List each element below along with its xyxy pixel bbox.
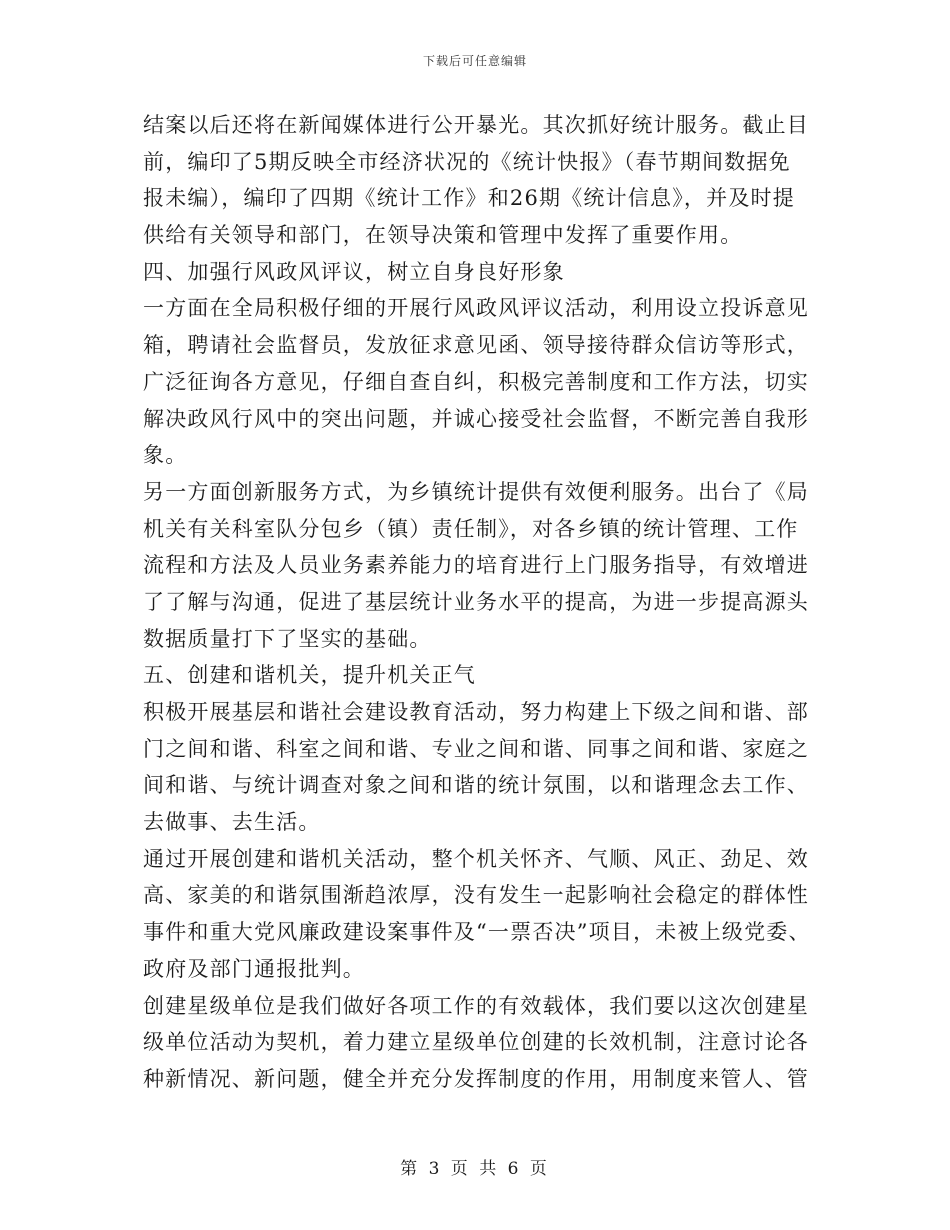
text-line: 机关有关科室队分包乡（镇）责任制》，对各乡镇的统计管理、工作 <box>143 516 799 541</box>
text-line: 报未编），编印了四期《统计工作》和26期《统计信息》，并及时提 <box>143 186 795 211</box>
text-line: 了了解与沟通，促进了基层统计业务水平的提高，为进一步提高源头 <box>143 589 809 614</box>
text-line: 一方面在全局积极仔细的开展行风政风评议活动，利用设立投诉意见 <box>143 296 809 321</box>
page-footer: 第 3 页 共 6 页 <box>400 1159 550 1179</box>
text-line: 种新情况、新问题，健全并充分发挥制度的作用，用制度来管人、管 <box>143 1066 809 1091</box>
text-line: 政府及部门通报批判。 <box>143 956 365 981</box>
text-line: 解决政风行风中的突出问题，并诚心接受社会监督，不断完善自我形 <box>143 406 809 431</box>
section-heading: 五、创建和谐机关，提升机关正气 <box>143 663 476 688</box>
text-line: 数据质量打下了坚实的基础。 <box>143 626 432 651</box>
text-line: 结案以后还将在新闻媒体进行公开暴光。其次抓好统计服务。截止目 <box>143 113 809 137</box>
text-line: 另一方面创新服务方式，为乡镇统计提供有效便利服务。出台了《局 <box>143 479 809 504</box>
text-line: 供给有关领导和部门，在领导决策和管理中发挥了重要作用。 <box>143 223 743 248</box>
text-line: 箱，聘请社会监督员，发放征求意见函、领导接待群众信访等形式， <box>143 333 809 358</box>
text-line: 广泛征询各方意见，仔细自查自纠，积极完善制度和工作方法，切实 <box>143 369 809 394</box>
section-heading: 四、加强行风政风评议，树立自身良好形象 <box>143 259 565 284</box>
body-text <box>143 107 811 1098</box>
text-line: 间和谐、与统计调查对象之间和谐的统计氛围，以和谐理念去工作、 <box>143 773 809 798</box>
text-line: 积极开展基层和谐社会建设教育活动，努力构建上下级之间和谐、部 <box>143 700 809 724</box>
text-line: 门之间和谐、科室之间和谐、专业之间和谐、同事之间和谐、家庭之 <box>143 736 809 761</box>
text-line: 象。 <box>143 443 188 468</box>
text-line: 级单位活动为契机，着力建立星级单位创建的长效机制，注意讨论各 <box>143 1030 809 1055</box>
text-line: 去做事、去生活。 <box>143 810 321 835</box>
text-line: 创建星级单位是我们做好各项工作的有效载体，我们要以这次创建星 <box>143 993 809 1018</box>
text-line: 通过开展创建和谐机关活动，整个机关怀齐、气顺、风正、劲足、效 <box>143 846 809 871</box>
text-line: 前，编印了5期反映全市经济状况的《统计快报》（春节期间数据免 <box>143 149 791 174</box>
text-line: 事件和重大党风廉政建设案事件及“一票否决”项目，未被上级党委、 <box>143 920 811 945</box>
text-line: 流程和方法及人员业务素养能力的培育进行上门服务指导，有效增进 <box>143 553 809 578</box>
text-line: 高、家美的和谐氛围渐趋浓厚，没有发生一起影响社会稳定的群体性 <box>143 883 809 908</box>
header-note: 下载后可任意编辑 <box>422 54 527 68</box>
